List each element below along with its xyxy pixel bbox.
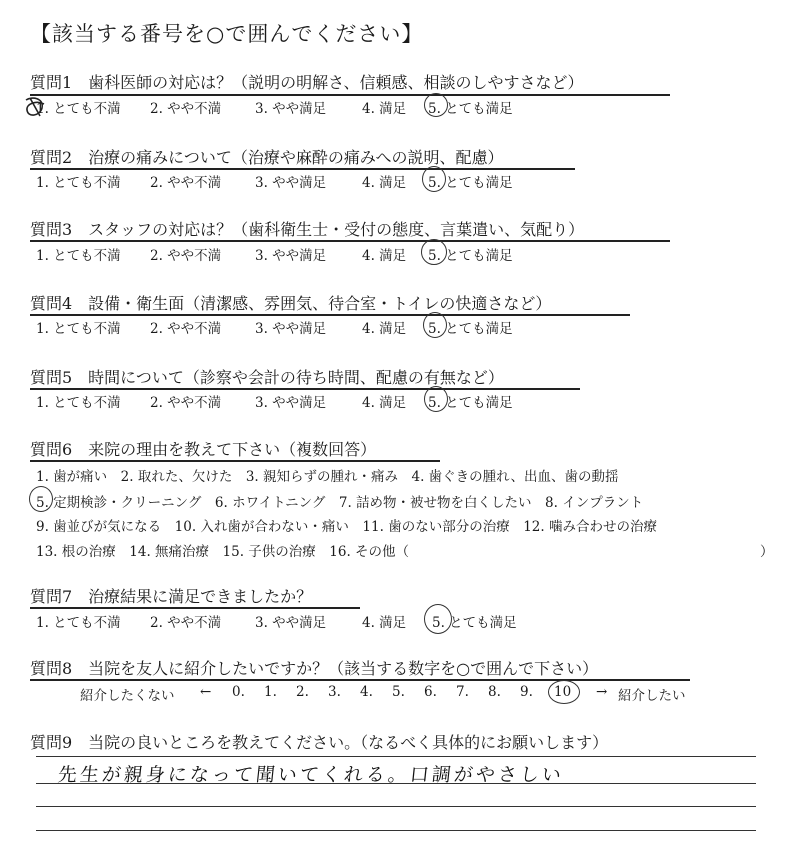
- q6-row1[interactable]: 1. 歯が痛い 2. 取れた、欠けた 3. 親知らずの腫れ・痛み 4. 歯ぐきの腫れ、出血、歯の動揺: [36, 469, 619, 485]
- q7-title: 質問7 治療結果に満足できましたか？: [30, 587, 313, 606]
- q2-opt2[interactable]: 2. やや不満: [150, 175, 222, 191]
- q8-scale-3[interactable]: 3.: [328, 684, 341, 700]
- q6-row3[interactable]: 9. 歯並びが気になる 10. 入れ歯が合わない・痛い 11. 歯のない部分の治療 12. 噛み合わせの治療: [36, 519, 657, 535]
- q9-answer-line-3: [36, 806, 756, 807]
- q6-row2[interactable]: 5. 定期検診・クリーニング 6. ホワイトニング 7. 詰め物・被せ物を白くしたい 8. インプラント: [36, 495, 644, 511]
- q4-underline: [30, 314, 630, 316]
- q4-opt1[interactable]: 1. とても不満: [36, 321, 121, 337]
- q4-opt2[interactable]: 2. やや不満: [150, 321, 222, 337]
- q4-opt3[interactable]: 3. やや満足: [255, 321, 327, 337]
- q7-opt3[interactable]: 3. やや満足: [255, 615, 327, 631]
- q7-opt5[interactable]: 5. とても満足: [432, 615, 517, 631]
- q7-opt2[interactable]: 2. やや不満: [150, 615, 222, 631]
- q8-scale-5[interactable]: 5.: [392, 684, 405, 700]
- q2-opt1[interactable]: 1. とても不満: [36, 175, 121, 191]
- q8-left-arrow: ←: [200, 684, 212, 700]
- q8-scale-6[interactable]: 6.: [424, 684, 437, 700]
- q3-title: 質問3 スタッフの対応は？（歯科衛生士・受付の態度、言葉遣い、気配り）: [30, 220, 585, 239]
- q2-answer-circle: [422, 166, 446, 192]
- q7-underline: [30, 607, 360, 609]
- q2-opt3[interactable]: 3. やや満足: [255, 175, 327, 191]
- q8-scale-7[interactable]: 7.: [456, 684, 469, 700]
- q3-opt1[interactable]: 1. とても不満: [36, 248, 121, 264]
- q2-opt4[interactable]: 4. 満足: [362, 175, 407, 191]
- q6-answer-circle: [29, 486, 53, 512]
- form-header: 【該当する番号を○で囲んでください】: [30, 22, 424, 46]
- q2-opt5[interactable]: 5. とても満足: [428, 175, 513, 191]
- q8-scale-9[interactable]: 9.: [520, 684, 533, 700]
- q8-answer-circle: [548, 680, 580, 704]
- q8-title: 質問8 当院を友人に紹介したいですか？（該当する数字を○で囲んで下さい）: [30, 659, 599, 678]
- q6-title: 質問6 来院の理由を教えて下さい（複数回答）: [30, 440, 377, 459]
- q3-opt4[interactable]: 4. 満足: [362, 248, 407, 264]
- q6-underline: [30, 460, 440, 462]
- q6-row4[interactable]: 13. 根の治療 14. 無痛治療 15. 子供の治療 16. その他（: [36, 544, 410, 560]
- q3-opt2[interactable]: 2. やや不満: [150, 248, 222, 264]
- q8-scale-2[interactable]: 2.: [296, 684, 309, 700]
- q2-underline: [30, 168, 575, 170]
- q5-underline: [30, 388, 580, 390]
- q8-scale-10[interactable]: 10: [554, 684, 572, 700]
- q1-opt4[interactable]: 4. 満足: [362, 101, 407, 117]
- q1-underline: [30, 94, 670, 96]
- q3-opt3[interactable]: 3. やや満足: [255, 248, 327, 264]
- q7-opt4[interactable]: 4. 満足: [362, 615, 407, 631]
- q5-opt2[interactable]: 2. やや不満: [150, 395, 222, 411]
- q5-opt5[interactable]: 5. とても満足: [428, 395, 513, 411]
- q3-answer-circle: [421, 239, 447, 265]
- q8-scale-8[interactable]: 8.: [488, 684, 501, 700]
- q9-answer-line-1: [36, 756, 756, 757]
- q8-scale-0[interactable]: 0.: [232, 684, 245, 700]
- q3-opt5[interactable]: 5. とても満足: [428, 248, 513, 264]
- q8-left-label: 紹介したくない: [80, 688, 175, 704]
- q4-opt4[interactable]: 4. 満足: [362, 321, 407, 337]
- q1-opt5[interactable]: 5. とても満足: [428, 101, 513, 117]
- q5-opt4[interactable]: 4. 満足: [362, 395, 407, 411]
- q9-answer-line-2: [36, 783, 756, 784]
- q8-right-arrow: →: [596, 684, 608, 700]
- q5-answer-circle: [424, 386, 448, 412]
- q8-right-label: 紹介したい: [618, 688, 686, 704]
- q5-title: 質問5 時間について（診察や会計の待ち時間、配慮の有無など）: [30, 368, 504, 387]
- q4-answer-circle: [423, 312, 447, 338]
- q1-opt2[interactable]: 2. やや不満: [150, 101, 222, 117]
- q1-opt1[interactable]: 1. とても不満: [36, 101, 121, 117]
- q8-underline: [30, 679, 690, 681]
- q5-opt1[interactable]: 1. とても不満: [36, 395, 121, 411]
- q9-answer-line-4: [36, 830, 756, 831]
- q1-scribble-mark: [22, 94, 48, 120]
- q4-opt5[interactable]: 5. とても満足: [428, 321, 513, 337]
- q1-opt3[interactable]: 3. やや満足: [255, 101, 327, 117]
- q4-title: 質問4 設備・衛生面（清潔感、雰囲気、待合室・トイレの快適さなど）: [30, 294, 552, 313]
- q3-underline: [30, 240, 670, 242]
- q1-title: 質問1 歯科医師の対応は？（説明の明解さ、信頼感、相談のしやすさなど）: [30, 73, 584, 92]
- q7-opt1[interactable]: 1. とても不満: [36, 615, 121, 631]
- q7-answer-circle: [424, 604, 452, 634]
- q2-title: 質問2 治療の痛みについて（治療や麻酔の痛みへの説明、配慮）: [30, 148, 504, 167]
- q9-title: 質問9 当院の良いところを教えてください。（なるべく具体的にお願いします）: [30, 733, 609, 752]
- q5-opt3[interactable]: 3. やや満足: [255, 395, 327, 411]
- q1-answer-circle: [424, 93, 448, 117]
- q8-scale-4[interactable]: 4.: [360, 684, 373, 700]
- q9-handwritten-answer[interactable]: 先生が親身になって聞いてくれる。口調がやさしい: [56, 764, 566, 786]
- q8-scale-1[interactable]: 1.: [264, 684, 277, 700]
- q6-close-paren: ）: [760, 544, 774, 560]
